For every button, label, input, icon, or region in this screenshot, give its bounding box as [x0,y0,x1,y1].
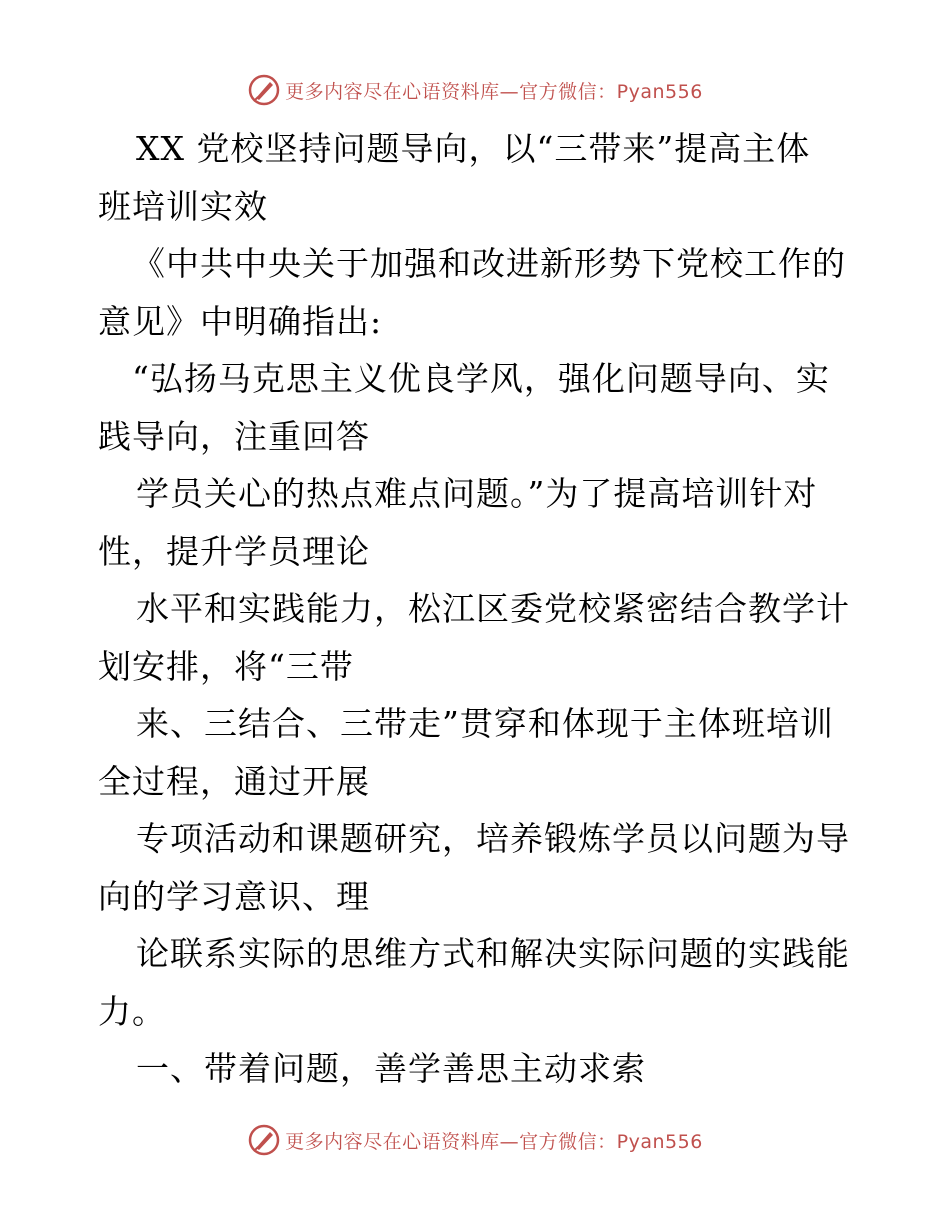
paragraph-line: 力。 [98,991,166,1031]
watermark-text: 更多内容尽在心语资料库—官方微信：Pyan556 [285,80,703,103]
paragraph-line: 水平和实践能力，松江区委党校紧密结合教学计 [136,589,850,628]
quill-logo-icon [247,73,281,107]
footer-watermark [0,1120,950,1160]
paragraph-line: 学员关心的热点难点问题。”为了提高培训针对 [136,474,818,513]
paragraph-line: 来、三结合、三带走”贯穿和体现于主体班培训 [136,704,834,743]
paragraph-line: 全过程，通过开展 [98,761,370,801]
paragraph-line: 划安排，将“三带 [98,646,354,686]
paragraph-line: 向的学习意识、理 [98,876,370,916]
paragraph-line: “弘扬马克思主义优良学风，强化问题导向、实 [132,359,830,398]
paragraph-line: 性，提升学员理论 [98,531,370,571]
quill-logo-icon [247,1123,281,1157]
paragraph-line: 专项活动和课题研究，培养锻炼学员以问题为导 [136,819,850,858]
section-heading: 一、带着问题，善学善思主动求索 [136,1049,646,1088]
document-body [98,120,858,1098]
paragraph-line: 意见》中明确指出: [98,301,383,341]
paragraph-line: 《中共中央关于加强和改进新形势下党校工作的 [132,244,846,283]
paragraph-line: 论联系实际的思维方式和解决实际问题的实践能 [136,934,850,973]
watermark-text: 更多内容尽在心语资料库—官方微信：Pyan556 [285,1130,703,1153]
title-line-2: 班培训实效 [98,186,268,226]
title-line-1: XX 党校坚持问题导向，以“三带来”提高主体 [136,129,811,168]
header-watermark [0,70,950,110]
paragraph-line: 践导向，注重回答 [98,416,370,456]
